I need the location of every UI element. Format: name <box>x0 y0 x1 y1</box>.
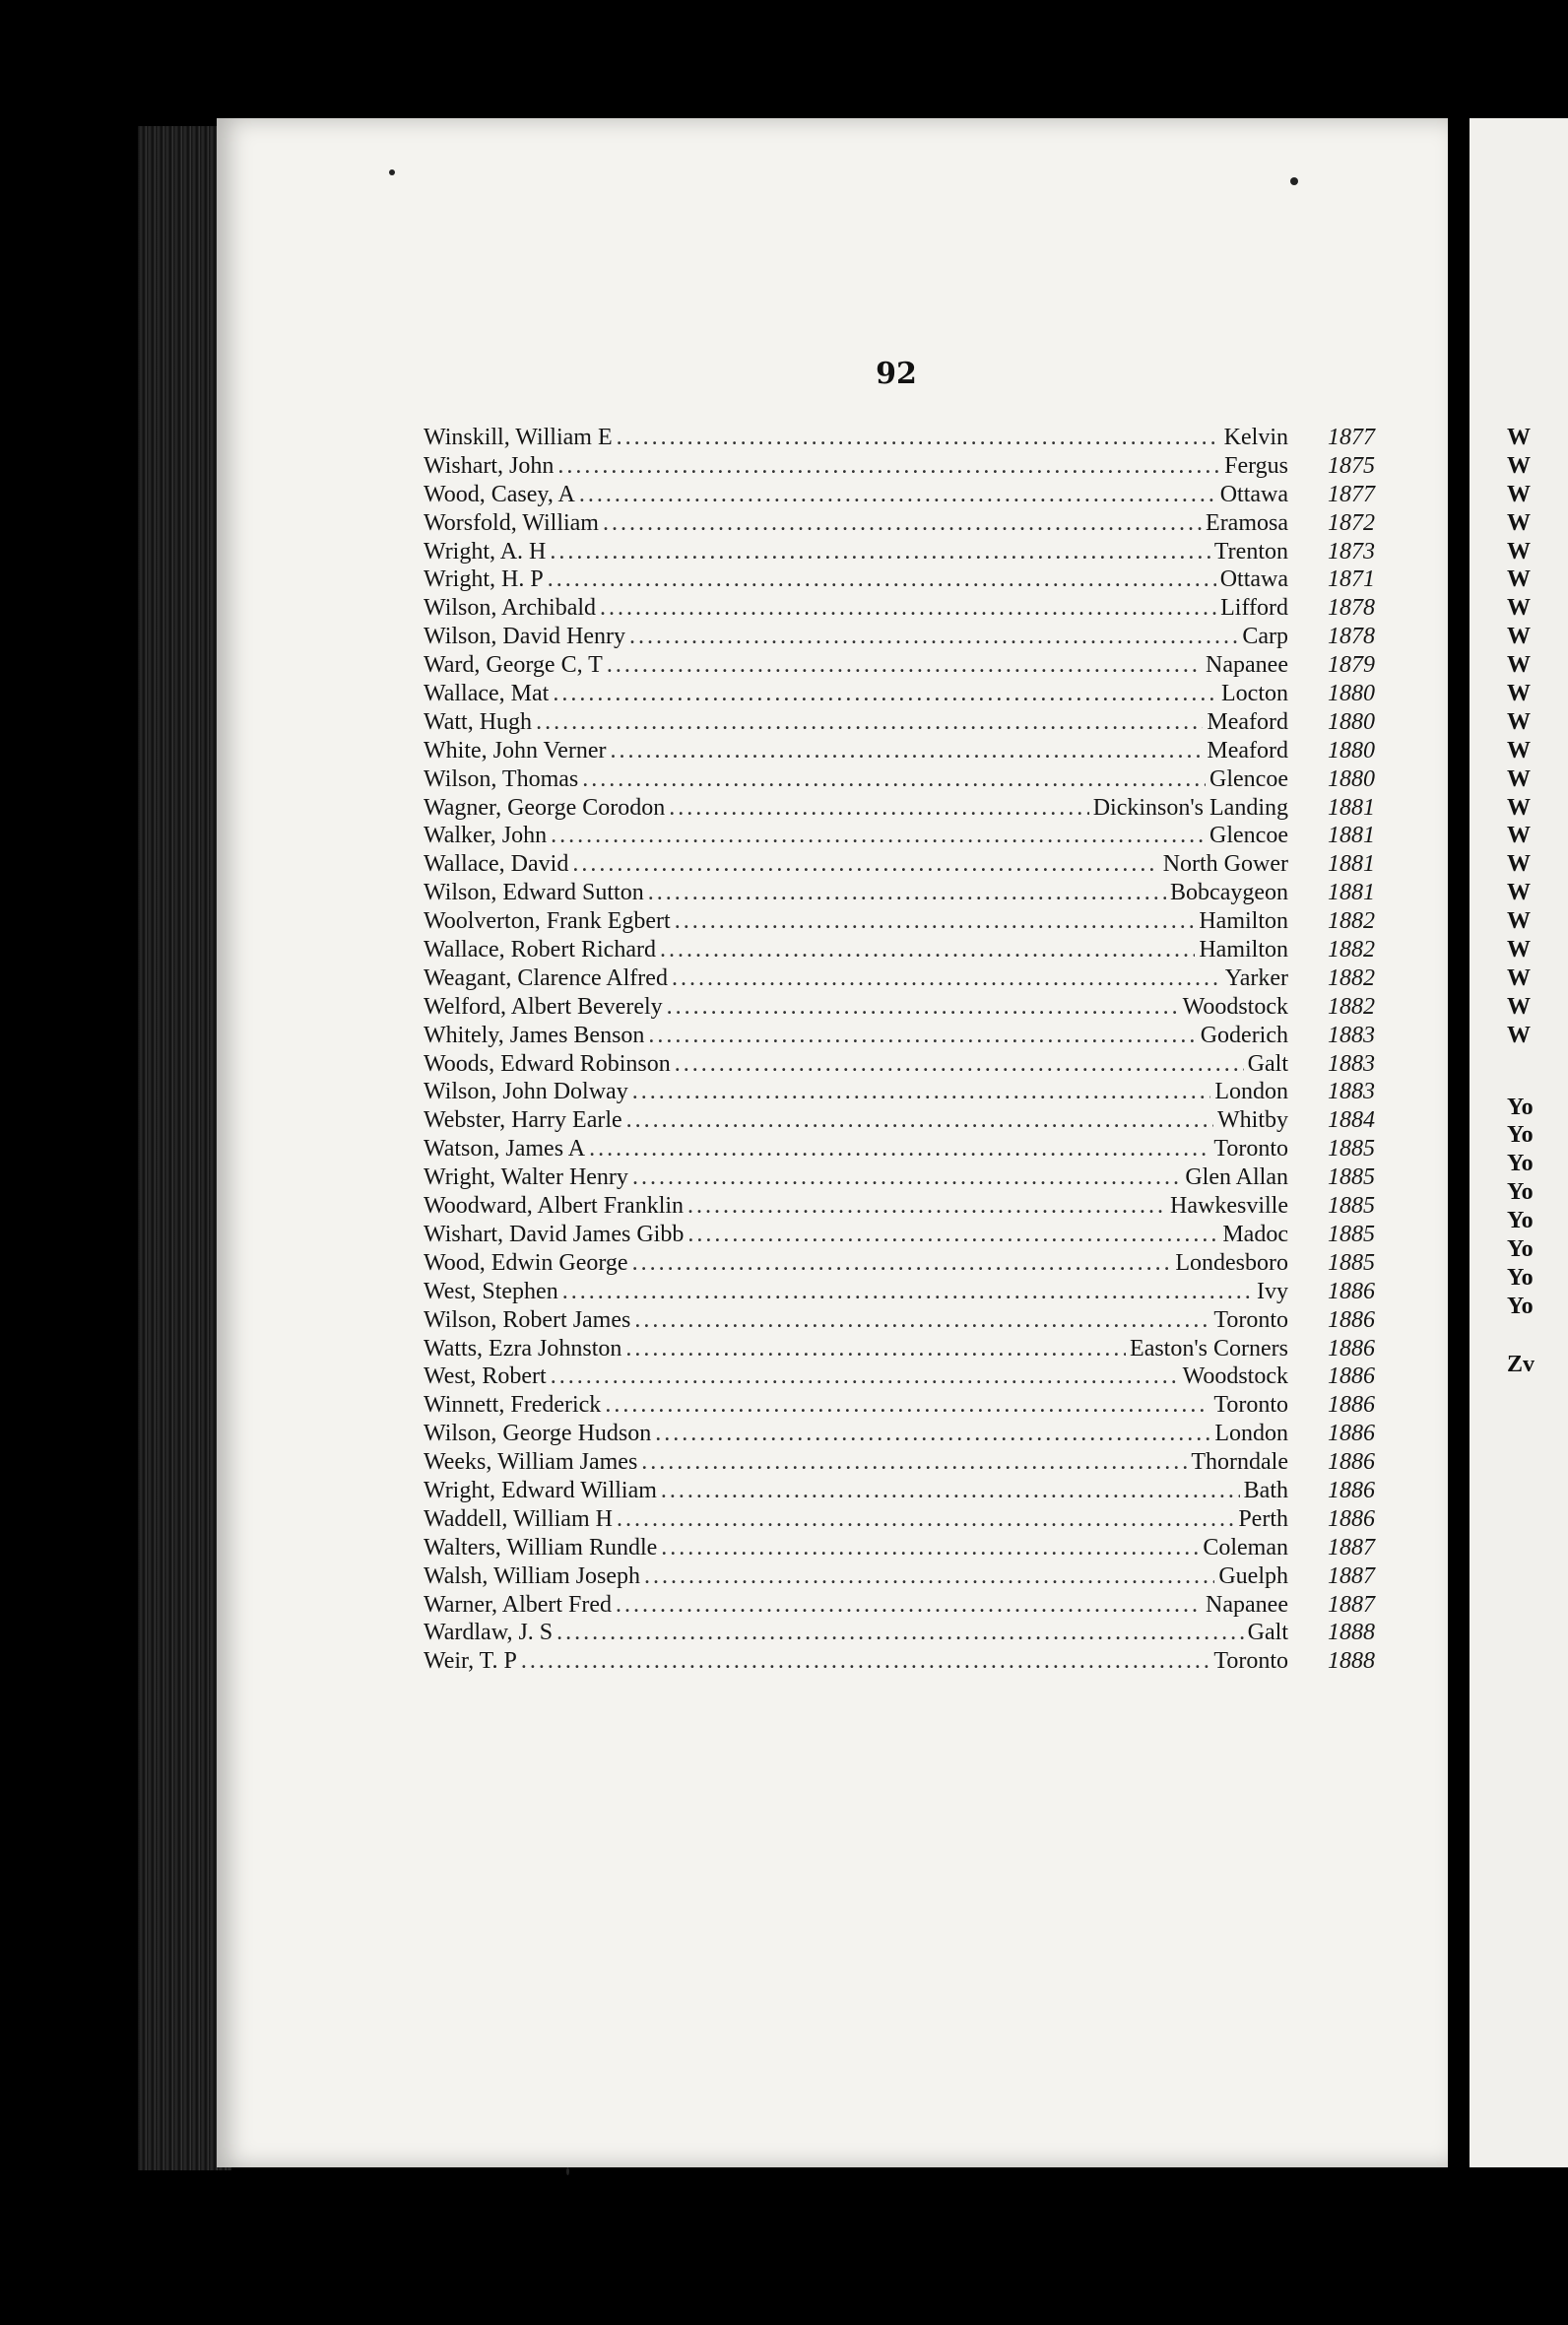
entry-year: 1878 <box>1328 595 1375 622</box>
list-item <box>424 1192 1375 1221</box>
entry-place: Glencoe <box>1209 765 1288 792</box>
facing-initial: W <box>1507 595 1531 622</box>
facing-initial: W <box>1507 993 1531 1020</box>
entry-name: Wardlaw, J. S <box>424 1620 554 1646</box>
entry-year: 1875 <box>1328 452 1375 479</box>
entry-place: Kelvin <box>1223 425 1288 450</box>
facing-initial: Yo <box>1507 1151 1534 1177</box>
facing-initial: Yo <box>1507 1122 1534 1149</box>
dot-leader <box>634 1306 1209 1335</box>
entry-year: 1886 <box>1328 1363 1375 1390</box>
list-item <box>424 907 1375 936</box>
entry-year: 1885 <box>1328 1249 1375 1276</box>
entry-place: North Gower <box>1162 851 1288 878</box>
entry-place: Easton's Corners <box>1130 1335 1288 1362</box>
entry-name: Woodward, Albert Franklin <box>424 1193 685 1220</box>
entry-name: Wilson, John Dolway <box>424 1079 628 1105</box>
entry-name: Winnett, Frederick <box>424 1392 602 1419</box>
list-item <box>424 993 1375 1022</box>
entry-name: Whitely, James Benson <box>424 1022 645 1048</box>
entry-place: Galt <box>1247 1050 1288 1077</box>
list-item <box>424 1163 1375 1192</box>
dot-leader <box>605 1391 1209 1420</box>
dot-leader <box>632 1163 1181 1192</box>
entry-name: Wallace, Mat <box>424 681 550 707</box>
entry-name: Wilson, Thomas <box>424 765 579 792</box>
entry-name: Wright, Edward William <box>424 1477 657 1503</box>
list-item <box>424 1647 1375 1676</box>
dot-leader <box>579 481 1216 509</box>
list-item <box>424 623 1375 651</box>
dot-leader <box>648 879 1166 907</box>
entry-place: Perth <box>1238 1505 1288 1532</box>
dot-leader <box>551 822 1206 850</box>
facing-initial: Zv <box>1507 1351 1535 1377</box>
entry-name: Ward, George C, T <box>424 652 603 679</box>
entry-year: 1880 <box>1328 708 1375 735</box>
list-item <box>424 1477 1375 1505</box>
facing-initial: W <box>1507 708 1531 735</box>
entry-name: Watson, James A <box>424 1136 586 1162</box>
facing-initial: Yo <box>1507 1264 1534 1291</box>
list-item <box>424 1221 1375 1249</box>
dot-leader <box>616 1591 1202 1620</box>
entry-place: London <box>1214 1079 1288 1105</box>
entry-place: Meaford <box>1207 708 1288 735</box>
list-item <box>424 794 1375 823</box>
entry-name: Wilson, Edward Sutton <box>424 880 644 906</box>
list-item <box>424 1022 1375 1050</box>
entry-place: Locton <box>1221 681 1288 707</box>
entry-place: Woodstock <box>1182 993 1288 1020</box>
facing-initial: W <box>1507 937 1531 963</box>
entry-year: 1878 <box>1328 624 1375 650</box>
list-item <box>424 879 1375 907</box>
dot-leader <box>556 1619 1244 1647</box>
entry-place: Napanee <box>1206 1591 1288 1618</box>
entry-name: Wright, H. P <box>424 566 544 593</box>
list-item <box>424 1278 1375 1306</box>
facing-initial: W <box>1507 566 1531 593</box>
facing-initial: Yo <box>1507 1293 1534 1319</box>
entry-year: 1886 <box>1328 1421 1375 1447</box>
entry-place: Toronto <box>1213 1136 1288 1162</box>
entry-year: 1888 <box>1328 1620 1375 1646</box>
entry-year: 1885 <box>1328 1193 1375 1220</box>
entry-place: Dickinson's Landing <box>1092 794 1288 821</box>
entry-year: 1877 <box>1328 481 1375 507</box>
list-item <box>424 424 1375 452</box>
dot-leader <box>660 936 1195 964</box>
list-item <box>424 1534 1375 1562</box>
entry-place: Toronto <box>1213 1392 1288 1419</box>
dot-leader <box>617 1505 1234 1534</box>
facing-initial: W <box>1507 624 1531 650</box>
dot-leader <box>655 1420 1210 1448</box>
entry-place: Toronto <box>1213 1648 1288 1675</box>
facing-initial: Yo <box>1507 1236 1534 1263</box>
ink-speck <box>1290 177 1298 185</box>
dot-leader <box>661 1477 1240 1505</box>
entry-name: Wilson, George Hudson <box>424 1421 652 1447</box>
entry-name: Wagner, George Corodon <box>424 794 666 821</box>
dot-leader <box>562 1278 1253 1306</box>
entry-name: Wilson, Robert James <box>424 1306 631 1333</box>
list-item <box>424 1591 1375 1620</box>
facing-initial: W <box>1507 964 1531 991</box>
dot-leader <box>667 993 1179 1022</box>
page-number: 92 <box>876 357 917 391</box>
entry-year: 1883 <box>1328 1022 1375 1048</box>
entry-year: 1881 <box>1328 880 1375 906</box>
entry-year: 1880 <box>1328 737 1375 764</box>
entry-year: 1880 <box>1328 681 1375 707</box>
entry-place: Londesboro <box>1175 1249 1288 1276</box>
list-item <box>424 1050 1375 1079</box>
dot-leader <box>557 452 1220 481</box>
entry-year: 1880 <box>1328 765 1375 792</box>
entry-year: 1881 <box>1328 794 1375 821</box>
facing-initial: W <box>1507 1022 1531 1048</box>
list-item <box>424 936 1375 964</box>
facing-initial: W <box>1507 652 1531 679</box>
entry-name: Wallace, Robert Richard <box>424 937 656 963</box>
entry-place: Madoc <box>1222 1221 1288 1247</box>
dot-leader <box>611 737 1204 765</box>
facing-initial: Yo <box>1507 1179 1534 1206</box>
entry-place: Napanee <box>1206 652 1288 679</box>
dot-leader <box>632 1249 1172 1278</box>
list-item <box>424 737 1375 765</box>
entry-year: 1879 <box>1328 652 1375 679</box>
entry-name: Weeks, William James <box>424 1449 638 1476</box>
entry-year: 1871 <box>1328 566 1375 593</box>
list-item <box>424 708 1375 737</box>
entry-name: Watts, Ezra Johnston <box>424 1335 622 1362</box>
dot-leader <box>572 850 1158 879</box>
entry-name: Woolverton, Frank Egbert <box>424 908 671 935</box>
entry-name: Webster, Harry Earle <box>424 1107 622 1134</box>
facing-initial: W <box>1507 452 1531 479</box>
entry-year: 1886 <box>1328 1392 1375 1419</box>
entry-place: Trenton <box>1213 538 1288 565</box>
list-item <box>424 481 1375 509</box>
entry-year: 1882 <box>1328 937 1375 963</box>
dot-leader <box>550 538 1210 566</box>
entry-place: Carp <box>1242 624 1288 650</box>
facing-initial: W <box>1507 880 1531 906</box>
entry-name: White, John Verner <box>424 737 607 764</box>
dot-leader <box>669 794 1088 823</box>
facing-initial: W <box>1507 425 1531 450</box>
entry-place: Hamilton <box>1199 937 1288 963</box>
entry-name: Woods, Edward Robinson <box>424 1050 671 1077</box>
entry-year: 1882 <box>1328 993 1375 1020</box>
dot-leader <box>521 1647 1209 1676</box>
entry-year: 1877 <box>1328 425 1375 450</box>
entry-year: 1886 <box>1328 1505 1375 1532</box>
dot-leader <box>625 1335 1126 1363</box>
entry-year: 1886 <box>1328 1477 1375 1503</box>
dot-leader <box>648 1022 1196 1050</box>
entry-name: Waddell, William H <box>424 1505 613 1532</box>
entry-place: Ottawa <box>1219 566 1288 593</box>
entry-name: Wood, Edwin George <box>424 1249 628 1276</box>
list-item <box>424 850 1375 879</box>
list-item <box>424 765 1375 794</box>
entry-name: Walsh, William Joseph <box>424 1562 640 1589</box>
entry-place: Meaford <box>1207 737 1288 764</box>
facing-initial: W <box>1507 823 1531 849</box>
entry-year: 1886 <box>1328 1449 1375 1476</box>
entry-name: Weagant, Clarence Alfred <box>424 964 668 991</box>
list-item <box>424 594 1375 623</box>
entry-place: London <box>1214 1421 1288 1447</box>
list-item <box>424 1249 1375 1278</box>
list-item <box>424 1448 1375 1477</box>
entry-name: Wilson, Archibald <box>424 595 597 622</box>
dot-leader <box>675 1050 1244 1079</box>
list-item <box>424 1106 1375 1135</box>
entry-year: 1888 <box>1328 1648 1375 1675</box>
list-item <box>424 1135 1375 1163</box>
list-item <box>424 565 1375 594</box>
entry-place: Ottawa <box>1219 481 1288 507</box>
dot-leader <box>536 708 1203 737</box>
entry-year: 1886 <box>1328 1335 1375 1362</box>
entry-place: Glen Allan <box>1185 1164 1288 1191</box>
dot-leader <box>675 907 1196 936</box>
dot-leader <box>553 680 1217 708</box>
entry-year: 1887 <box>1328 1591 1375 1618</box>
entry-year: 1886 <box>1328 1278 1375 1304</box>
entry-place: Lifford <box>1220 595 1288 622</box>
entry-year: 1872 <box>1328 509 1375 536</box>
dot-leader <box>551 1362 1179 1391</box>
entry-name: Wood, Casey, A <box>424 481 575 507</box>
entry-place: Guelph <box>1218 1562 1288 1589</box>
entry-name: Walker, John <box>424 823 548 849</box>
entry-name: Wilson, David Henry <box>424 624 625 650</box>
dot-leader <box>548 565 1216 594</box>
dot-leader <box>629 623 1238 651</box>
entry-year: 1882 <box>1328 964 1375 991</box>
entry-name: Wishart, John <box>424 452 555 479</box>
facing-initial: W <box>1507 737 1531 764</box>
entry-place: Yarker <box>1224 964 1288 991</box>
list-item <box>424 452 1375 481</box>
facing-initial: W <box>1507 794 1531 821</box>
list-item <box>424 1362 1375 1391</box>
entry-place: Goderich <box>1200 1022 1288 1048</box>
dot-leader <box>632 1078 1211 1106</box>
entry-place: Hawkesville <box>1170 1193 1288 1220</box>
list-item <box>424 651 1375 680</box>
dot-leader <box>641 1448 1187 1477</box>
facing-initial: W <box>1507 538 1531 565</box>
entry-place: Bobcaygeon <box>1170 880 1288 906</box>
facing-initial: W <box>1507 681 1531 707</box>
entry-place: Bath <box>1243 1477 1288 1503</box>
ink-speck <box>566 2167 569 2175</box>
dot-leader <box>607 651 1202 680</box>
list-item <box>424 1335 1375 1363</box>
list-item <box>424 1505 1375 1534</box>
entry-year: 1885 <box>1328 1164 1375 1191</box>
entry-year: 1884 <box>1328 1107 1375 1134</box>
list-item <box>424 538 1375 566</box>
dot-leader <box>661 1534 1199 1562</box>
entry-name: Warner, Albert Fred <box>424 1591 613 1618</box>
entry-year: 1885 <box>1328 1221 1375 1247</box>
entry-year: 1883 <box>1328 1050 1375 1077</box>
dot-leader <box>672 964 1221 993</box>
entry-name: West, Robert <box>424 1363 547 1390</box>
entry-name: Wright, Walter Henry <box>424 1164 628 1191</box>
list-item <box>424 822 1375 850</box>
entry-year: 1883 <box>1328 1079 1375 1105</box>
entry-name: West, Stephen <box>424 1278 558 1304</box>
entry-place: Galt <box>1247 1620 1288 1646</box>
facing-page-initials <box>1507 424 1566 1379</box>
entry-name: Walters, William Rundle <box>424 1534 658 1561</box>
dot-leader <box>687 1192 1166 1221</box>
facing-initial: Yo <box>1507 1094 1534 1120</box>
entry-year: 1887 <box>1328 1562 1375 1589</box>
entry-name: Watt, Hugh <box>424 708 533 735</box>
dot-leader <box>603 509 1202 538</box>
dot-leader <box>626 1106 1213 1135</box>
list-item <box>424 1562 1375 1591</box>
entry-place: Hamilton <box>1199 908 1288 935</box>
list-item <box>424 964 1375 993</box>
entry-year: 1881 <box>1328 851 1375 878</box>
list-item <box>424 1306 1375 1335</box>
spacer <box>1507 1321 1566 1351</box>
entry-year: 1887 <box>1328 1534 1375 1561</box>
entry-year: 1886 <box>1328 1306 1375 1333</box>
entry-place: Whitby <box>1217 1107 1288 1134</box>
entry-name: Wallace, David <box>424 851 569 878</box>
facing-initial: W <box>1507 509 1531 536</box>
facing-initial: W <box>1507 908 1531 935</box>
entry-name: Wishart, David James Gibb <box>424 1221 685 1247</box>
entry-place: Thorndale <box>1191 1449 1288 1476</box>
list-item <box>424 1078 1375 1106</box>
dot-leader <box>644 1562 1214 1591</box>
list-item <box>424 1619 1375 1647</box>
dot-leader <box>600 594 1216 623</box>
entry-year: 1873 <box>1328 538 1375 565</box>
entry-year: 1881 <box>1328 823 1375 849</box>
dot-leader <box>617 424 1220 452</box>
dot-leader <box>589 1135 1209 1163</box>
entry-place: Toronto <box>1213 1306 1288 1333</box>
entry-place: Woodstock <box>1182 1363 1288 1390</box>
facing-initial: W <box>1507 851 1531 878</box>
entry-name: Welford, Albert Beverely <box>424 993 663 1020</box>
entry-place: Ivy <box>1257 1278 1288 1304</box>
entry-name: Weir, T. P <box>424 1648 517 1675</box>
entry-place: Eramosa <box>1206 509 1288 536</box>
entry-name: Winskill, William E <box>424 425 613 450</box>
facing-initial: Yo <box>1507 1208 1534 1234</box>
entry-place: Coleman <box>1203 1534 1288 1561</box>
list-item <box>424 1391 1375 1420</box>
entry-name: Worsfold, William <box>424 509 599 536</box>
entry-place: Fergus <box>1224 452 1288 479</box>
dot-leader <box>687 1221 1218 1249</box>
entry-year: 1882 <box>1328 908 1375 935</box>
dot-leader <box>582 765 1206 794</box>
ink-speck <box>389 169 395 175</box>
entry-name: Wright, A. H <box>424 538 547 565</box>
facing-page-edge <box>1470 118 1568 2167</box>
spacer <box>1507 1050 1566 1094</box>
name-list <box>424 424 1375 1676</box>
list-item <box>424 509 1375 538</box>
entry-year: 1885 <box>1328 1136 1375 1162</box>
facing-initial: W <box>1507 481 1531 507</box>
entry-place: Glencoe <box>1209 823 1288 849</box>
list-item <box>424 680 1375 708</box>
facing-initial: W <box>1507 765 1531 792</box>
list-item <box>424 1420 1375 1448</box>
